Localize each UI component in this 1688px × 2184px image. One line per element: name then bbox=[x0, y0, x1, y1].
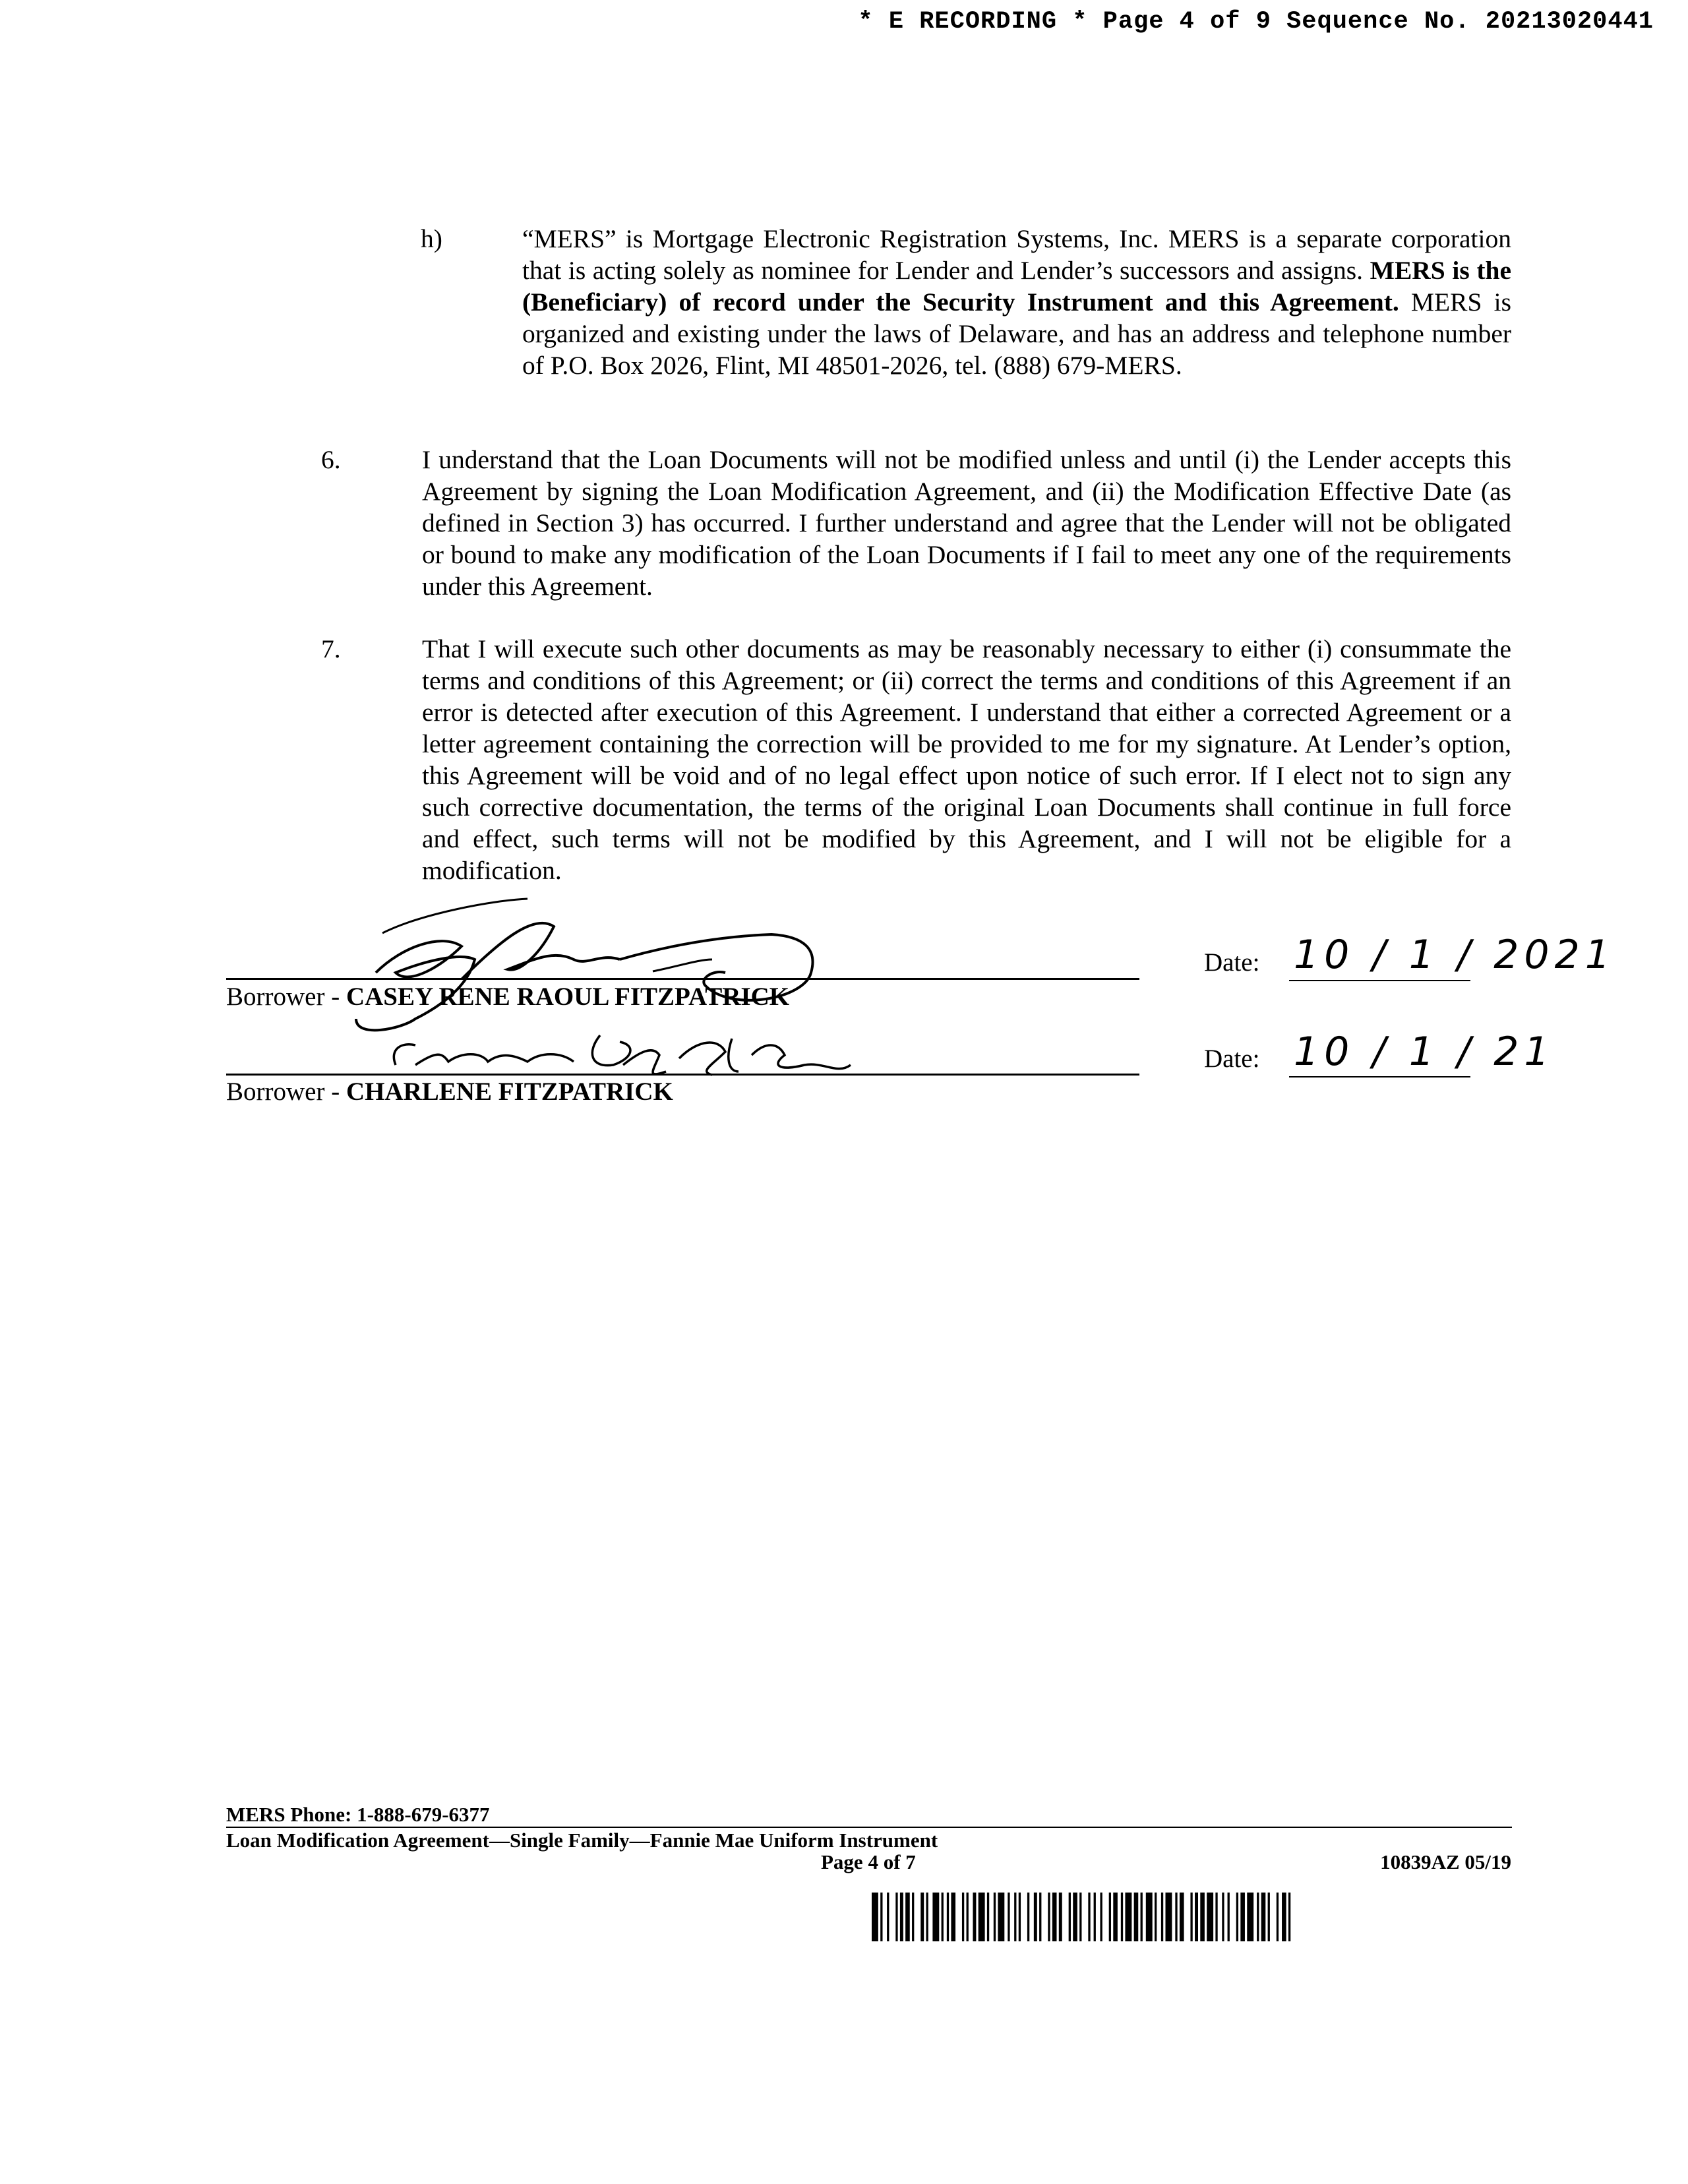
borrower-1-signature-line bbox=[226, 978, 1139, 980]
borrower-2-name: CHARLENE FITZPATRICK bbox=[346, 1077, 673, 1106]
borrower-1-date-line bbox=[1289, 980, 1470, 981]
section-7-text: That I will execute such other documents as may be reasonably necessary to either (i) consummate the terms and conditions of this Agreement; or (ii) correct the terms and conditions of this Agreement if an error is detected after execution of this Agreement. I understand that either a corrected Agreement or a letter agreement containing the correction will be provided to me for my signature. At Lender’s option, this Agreement will be void and of no legal effect upon notice of such error. If I elect not to sign any such corrective documentation, the terms of the original Loan Documents shall continue in full force and effect, such terms will not be modified by this Agreement, and I will not be eligible for a modification. bbox=[422, 634, 1511, 885]
borrower-2-date-line bbox=[1289, 1076, 1470, 1077]
borrower-1-role: Borrower bbox=[226, 983, 325, 1011]
borrower-1-date-label: Date: bbox=[1204, 948, 1260, 977]
borrower-2-label bbox=[226, 1077, 673, 1107]
section-6-marker: 6. bbox=[321, 445, 341, 474]
borrower-1-separator: - bbox=[324, 983, 346, 1011]
borrower-2-role: Borrower bbox=[226, 1077, 325, 1106]
borrower-1-label bbox=[226, 983, 789, 1012]
borrower-2-handwritten-date: 10 / 1 / 21 bbox=[1294, 1029, 1555, 1075]
section-h-text-2: MERS is organized and existing under the laws of Delaware, and has an address and telephone number of P.O. Box 2026, Flint, MI 48501-2026, tel. (888) 679-MERS. bbox=[522, 288, 1511, 380]
section-6-text: I understand that the Loan Documents will not be modified unless and until (i) the Lender accepts this Agreement by signing the Loan Modification Agreement, and (ii) the Modification Effective Date (as defined in Section 3) has occurred. I further understand and agree that the Lender will not be obligated or bound to make any modification of the Loan Documents if I fail to meet any one of the requirements under this Agreement. bbox=[422, 445, 1511, 601]
section-h-text bbox=[522, 223, 1511, 381]
section-7-marker: 7. bbox=[321, 634, 341, 663]
recording-stamp: * E RECORDING * Page 4 of 9 Sequence No. 20213020441 bbox=[858, 8, 1654, 36]
section-h-bold-text: MERS is the (Beneficiary) of record under the Security Instrument and this Agreement. bbox=[522, 256, 1511, 317]
section-h-marker: h) bbox=[421, 224, 442, 253]
borrower-2-separator: - bbox=[324, 1077, 346, 1106]
footer-page-number: Page 4 of 7 bbox=[821, 1850, 916, 1873]
borrower-1-name: CASEY RENE RAOUL FITZPATRICK bbox=[346, 983, 790, 1011]
section-h-text-1: “MERS” is Mortgage Electronic Registration Systems, Inc. MERS is a separate corporation that is acting solely as nominee for Lender and Lender’s successors and assigns. bbox=[522, 224, 1511, 285]
footer-title: Loan Modification Agreement—Single Family—Fannie Mae Uniform Instrument bbox=[226, 1829, 938, 1852]
footer-mers-phone: MERS Phone: 1-888-679-6377 bbox=[226, 1803, 490, 1826]
footer-rule bbox=[226, 1827, 1512, 1828]
barcode-image bbox=[872, 1893, 1513, 1941]
footer-form-code: 10839AZ 05/19 bbox=[1380, 1850, 1511, 1873]
borrower-2-signature-line bbox=[226, 1074, 1139, 1076]
borrower-1-handwritten-date: 10 / 1 / 2021 bbox=[1294, 932, 1615, 978]
borrower-1-signature bbox=[310, 887, 851, 1045]
borrower-2-date-label: Date: bbox=[1204, 1045, 1260, 1073]
